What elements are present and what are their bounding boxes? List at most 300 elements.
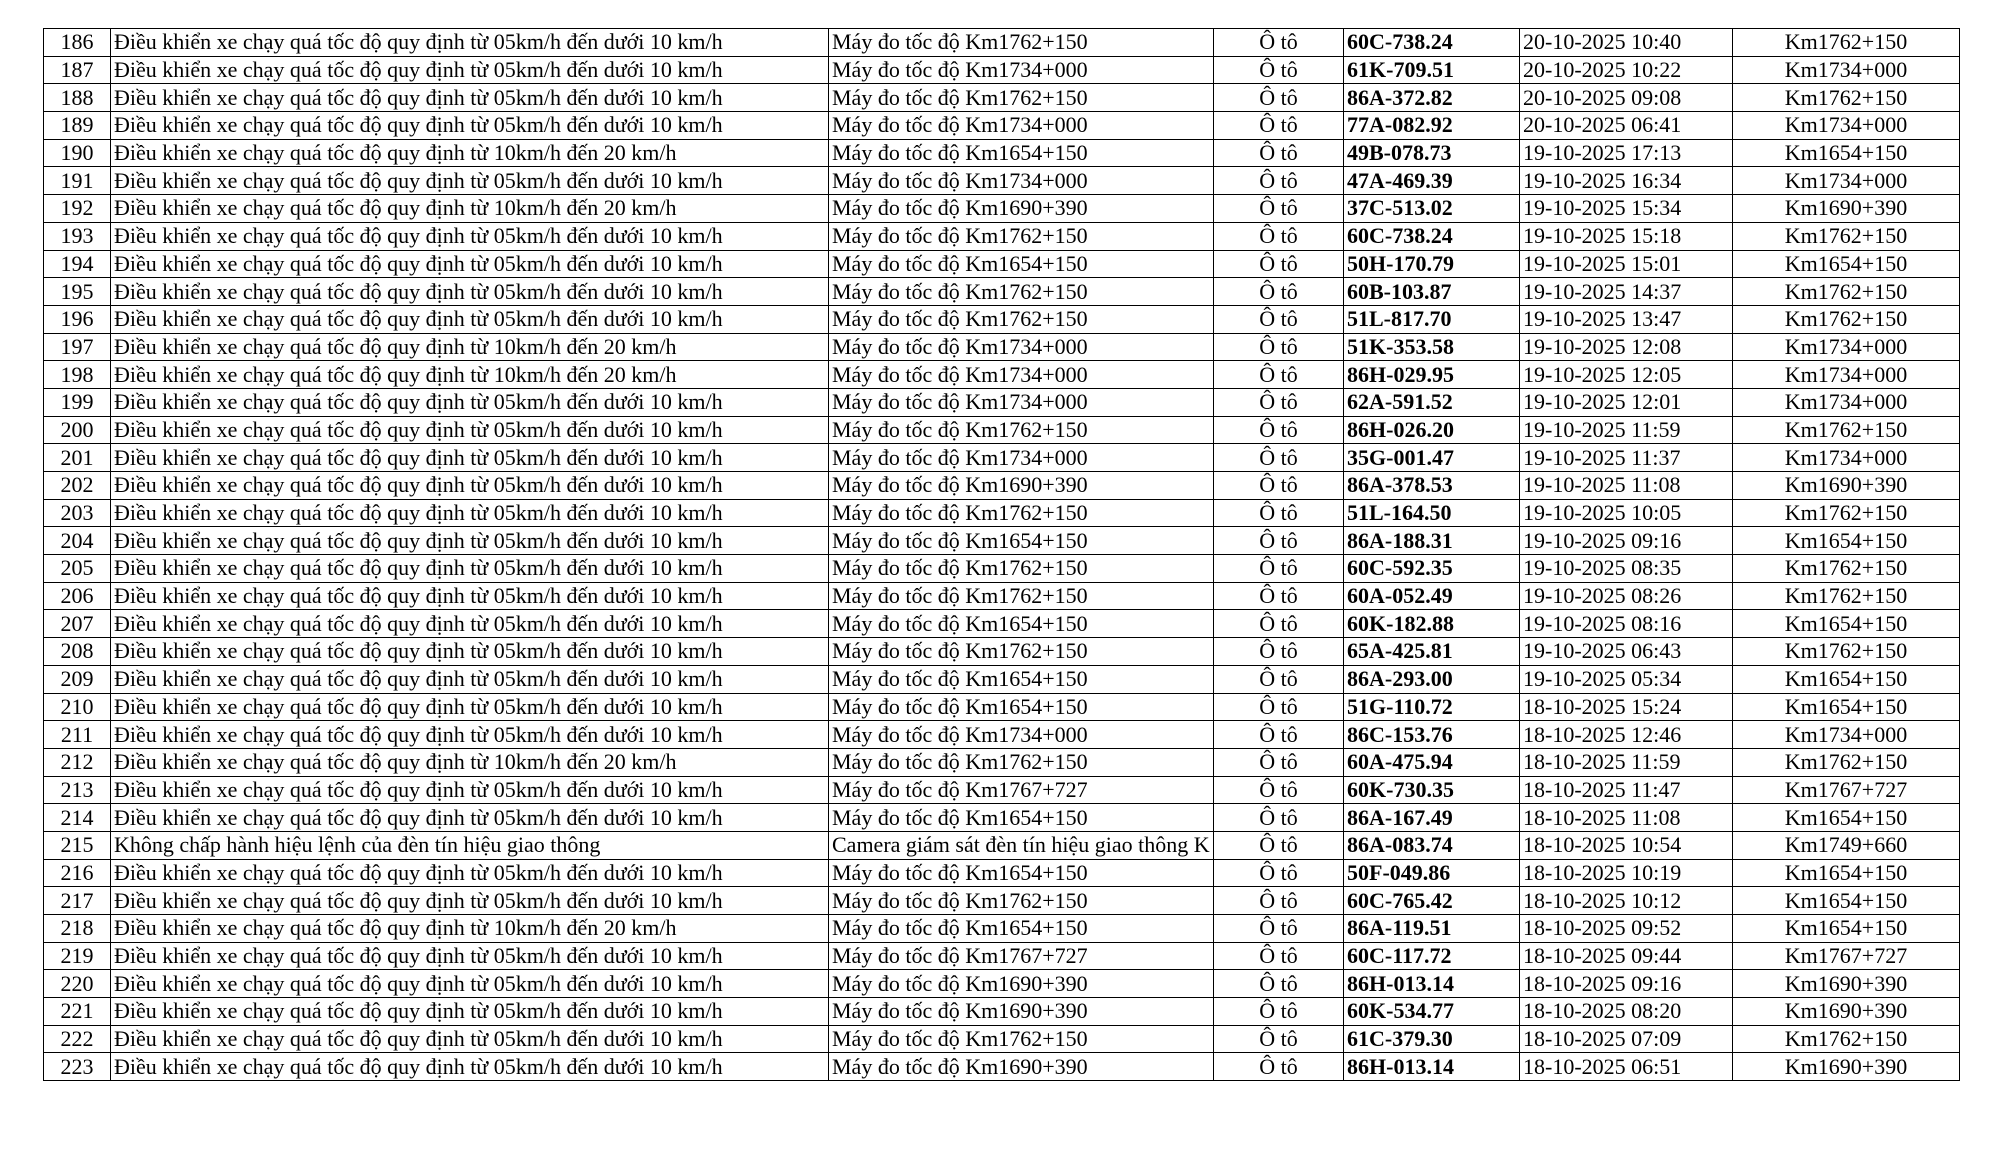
violation-cell: Điều khiển xe chạy quá tốc độ quy định từ 05km/h đến dưới 10 km/h bbox=[111, 887, 829, 915]
table-row bbox=[44, 582, 1960, 610]
location-cell: Km1734+000 bbox=[1733, 721, 1960, 749]
plate-cell: 86A-188.31 bbox=[1344, 527, 1520, 555]
plate-cell: 86H-029.95 bbox=[1344, 361, 1520, 389]
device-cell: Máy đo tốc độ Km1762+150 bbox=[829, 305, 1214, 333]
row-number: 211 bbox=[44, 721, 111, 749]
row-number: 193 bbox=[44, 222, 111, 250]
location-cell: Km1749+660 bbox=[1733, 831, 1960, 859]
device-cell: Máy đo tốc độ Km1734+000 bbox=[829, 112, 1214, 140]
violation-cell: Điều khiển xe chạy quá tốc độ quy định từ 05km/h đến dưới 10 km/h bbox=[111, 444, 829, 472]
table-row bbox=[44, 942, 1960, 970]
row-number: 223 bbox=[44, 1053, 111, 1081]
violation-cell: Không chấp hành hiệu lệnh của đèn tín hiệu giao thông bbox=[111, 831, 829, 859]
location-cell: Km1762+150 bbox=[1733, 84, 1960, 112]
table-row bbox=[44, 859, 1960, 887]
device-cell: Máy đo tốc độ Km1762+150 bbox=[829, 582, 1214, 610]
device-cell: Máy đo tốc độ Km1654+150 bbox=[829, 915, 1214, 943]
violation-cell: Điều khiển xe chạy quá tốc độ quy định từ 05km/h đến dưới 10 km/h bbox=[111, 388, 829, 416]
row-number: 194 bbox=[44, 250, 111, 278]
vehicle-type-cell: Ô tô bbox=[1214, 859, 1344, 887]
row-number: 191 bbox=[44, 167, 111, 195]
vehicle-type-cell: Ô tô bbox=[1214, 915, 1344, 943]
timestamp-cell: 18-10-2025 09:16 bbox=[1520, 970, 1733, 998]
table-row bbox=[44, 915, 1960, 943]
table-row bbox=[44, 555, 1960, 583]
table-row bbox=[44, 416, 1960, 444]
table-row bbox=[44, 29, 1960, 57]
violation-cell: Điều khiển xe chạy quá tốc độ quy định từ 05km/h đến dưới 10 km/h bbox=[111, 56, 829, 84]
timestamp-cell: 18-10-2025 11:47 bbox=[1520, 776, 1733, 804]
location-cell: Km1762+150 bbox=[1733, 555, 1960, 583]
plate-cell: 51L-817.70 bbox=[1344, 305, 1520, 333]
vehicle-type-cell: Ô tô bbox=[1214, 416, 1344, 444]
timestamp-cell: 19-10-2025 11:08 bbox=[1520, 472, 1733, 500]
location-cell: Km1654+150 bbox=[1733, 250, 1960, 278]
device-cell: Máy đo tốc độ Km1767+727 bbox=[829, 942, 1214, 970]
plate-cell: 51G-110.72 bbox=[1344, 693, 1520, 721]
table-row bbox=[44, 222, 1960, 250]
table-row bbox=[44, 970, 1960, 998]
table-row bbox=[44, 665, 1960, 693]
location-cell: Km1654+150 bbox=[1733, 887, 1960, 915]
row-number: 195 bbox=[44, 278, 111, 306]
device-cell: Máy đo tốc độ Km1762+150 bbox=[829, 887, 1214, 915]
timestamp-cell: 18-10-2025 07:09 bbox=[1520, 1025, 1733, 1053]
vehicle-type-cell: Ô tô bbox=[1214, 139, 1344, 167]
location-cell: Km1734+000 bbox=[1733, 167, 1960, 195]
device-cell: Máy đo tốc độ Km1762+150 bbox=[829, 638, 1214, 666]
table-row bbox=[44, 250, 1960, 278]
device-cell: Máy đo tốc độ Km1762+150 bbox=[829, 1025, 1214, 1053]
row-number: 208 bbox=[44, 638, 111, 666]
location-cell: Km1762+150 bbox=[1733, 638, 1960, 666]
location-cell: Km1767+727 bbox=[1733, 942, 1960, 970]
device-cell: Máy đo tốc độ Km1690+390 bbox=[829, 1053, 1214, 1081]
timestamp-cell: 19-10-2025 15:18 bbox=[1520, 222, 1733, 250]
plate-cell: 86A-119.51 bbox=[1344, 915, 1520, 943]
violation-cell: Điều khiển xe chạy quá tốc độ quy định từ 10km/h đến 20 km/h bbox=[111, 748, 829, 776]
device-cell: Máy đo tốc độ Km1654+150 bbox=[829, 665, 1214, 693]
location-cell: Km1654+150 bbox=[1733, 859, 1960, 887]
plate-cell: 62A-591.52 bbox=[1344, 388, 1520, 416]
device-cell: Máy đo tốc độ Km1734+000 bbox=[829, 167, 1214, 195]
violation-cell: Điều khiển xe chạy quá tốc độ quy định từ 05km/h đến dưới 10 km/h bbox=[111, 1053, 829, 1081]
vehicle-type-cell: Ô tô bbox=[1214, 222, 1344, 250]
table-row bbox=[44, 776, 1960, 804]
table-row bbox=[44, 84, 1960, 112]
row-number: 197 bbox=[44, 333, 111, 361]
violation-cell: Điều khiển xe chạy quá tốc độ quy định từ 05km/h đến dưới 10 km/h bbox=[111, 582, 829, 610]
device-cell: Máy đo tốc độ Km1690+390 bbox=[829, 472, 1214, 500]
plate-cell: 86C-153.76 bbox=[1344, 721, 1520, 749]
table-row bbox=[44, 638, 1960, 666]
timestamp-cell: 19-10-2025 16:34 bbox=[1520, 167, 1733, 195]
violations-table bbox=[43, 28, 1960, 1081]
device-cell: Máy đo tốc độ Km1654+150 bbox=[829, 804, 1214, 832]
row-number: 199 bbox=[44, 388, 111, 416]
table-row bbox=[44, 472, 1960, 500]
table-row bbox=[44, 804, 1960, 832]
violation-cell: Điều khiển xe chạy quá tốc độ quy định từ 05km/h đến dưới 10 km/h bbox=[111, 527, 829, 555]
plate-cell: 60K-182.88 bbox=[1344, 610, 1520, 638]
vehicle-type-cell: Ô tô bbox=[1214, 638, 1344, 666]
vehicle-type-cell: Ô tô bbox=[1214, 278, 1344, 306]
location-cell: Km1767+727 bbox=[1733, 776, 1960, 804]
timestamp-cell: 18-10-2025 10:12 bbox=[1520, 887, 1733, 915]
device-cell: Máy đo tốc độ Km1734+000 bbox=[829, 444, 1214, 472]
row-number: 218 bbox=[44, 915, 111, 943]
location-cell: Km1654+150 bbox=[1733, 693, 1960, 721]
row-number: 198 bbox=[44, 361, 111, 389]
vehicle-type-cell: Ô tô bbox=[1214, 444, 1344, 472]
timestamp-cell: 19-10-2025 17:13 bbox=[1520, 139, 1733, 167]
plate-cell: 60C-117.72 bbox=[1344, 942, 1520, 970]
timestamp-cell: 19-10-2025 08:16 bbox=[1520, 610, 1733, 638]
violation-cell: Điều khiển xe chạy quá tốc độ quy định từ 05km/h đến dưới 10 km/h bbox=[111, 721, 829, 749]
location-cell: Km1762+150 bbox=[1733, 1025, 1960, 1053]
timestamp-cell: 19-10-2025 12:05 bbox=[1520, 361, 1733, 389]
row-number: 213 bbox=[44, 776, 111, 804]
device-cell: Máy đo tốc độ Km1767+727 bbox=[829, 776, 1214, 804]
table-row bbox=[44, 195, 1960, 223]
timestamp-cell: 19-10-2025 10:05 bbox=[1520, 499, 1733, 527]
plate-cell: 86A-378.53 bbox=[1344, 472, 1520, 500]
location-cell: Km1690+390 bbox=[1733, 195, 1960, 223]
vehicle-type-cell: Ô tô bbox=[1214, 472, 1344, 500]
violation-cell: Điều khiển xe chạy quá tốc độ quy định từ 05km/h đến dưới 10 km/h bbox=[111, 29, 829, 57]
plate-cell: 47A-469.39 bbox=[1344, 167, 1520, 195]
violation-cell: Điều khiển xe chạy quá tốc độ quy định từ 05km/h đến dưới 10 km/h bbox=[111, 84, 829, 112]
timestamp-cell: 18-10-2025 09:44 bbox=[1520, 942, 1733, 970]
vehicle-type-cell: Ô tô bbox=[1214, 776, 1344, 804]
location-cell: Km1654+150 bbox=[1733, 915, 1960, 943]
timestamp-cell: 19-10-2025 05:34 bbox=[1520, 665, 1733, 693]
vehicle-type-cell: Ô tô bbox=[1214, 582, 1344, 610]
vehicle-type-cell: Ô tô bbox=[1214, 970, 1344, 998]
violation-cell: Điều khiển xe chạy quá tốc độ quy định từ 05km/h đến dưới 10 km/h bbox=[111, 222, 829, 250]
violation-cell: Điều khiển xe chạy quá tốc độ quy định từ 05km/h đến dưới 10 km/h bbox=[111, 665, 829, 693]
plate-cell: 60A-052.49 bbox=[1344, 582, 1520, 610]
plate-cell: 60C-765.42 bbox=[1344, 887, 1520, 915]
timestamp-cell: 19-10-2025 12:01 bbox=[1520, 388, 1733, 416]
vehicle-type-cell: Ô tô bbox=[1214, 167, 1344, 195]
row-number: 186 bbox=[44, 29, 111, 57]
plate-cell: 77A-082.92 bbox=[1344, 112, 1520, 140]
vehicle-type-cell: Ô tô bbox=[1214, 804, 1344, 832]
violation-cell: Điều khiển xe chạy quá tốc độ quy định từ 05km/h đến dưới 10 km/h bbox=[111, 472, 829, 500]
location-cell: Km1762+150 bbox=[1733, 29, 1960, 57]
row-number: 220 bbox=[44, 970, 111, 998]
row-number: 188 bbox=[44, 84, 111, 112]
device-cell: Máy đo tốc độ Km1762+150 bbox=[829, 416, 1214, 444]
row-number: 205 bbox=[44, 555, 111, 583]
row-number: 190 bbox=[44, 139, 111, 167]
violation-cell: Điều khiển xe chạy quá tốc độ quy định từ 10km/h đến 20 km/h bbox=[111, 333, 829, 361]
row-number: 201 bbox=[44, 444, 111, 472]
device-cell: Máy đo tốc độ Km1762+150 bbox=[829, 278, 1214, 306]
vehicle-type-cell: Ô tô bbox=[1214, 305, 1344, 333]
violation-cell: Điều khiển xe chạy quá tốc độ quy định từ 05km/h đến dưới 10 km/h bbox=[111, 998, 829, 1026]
location-cell: Km1734+000 bbox=[1733, 444, 1960, 472]
timestamp-cell: 19-10-2025 11:37 bbox=[1520, 444, 1733, 472]
table-row bbox=[44, 499, 1960, 527]
plate-cell: 60K-730.35 bbox=[1344, 776, 1520, 804]
plate-cell: 60K-534.77 bbox=[1344, 998, 1520, 1026]
row-number: 202 bbox=[44, 472, 111, 500]
row-number: 192 bbox=[44, 195, 111, 223]
vehicle-type-cell: Ô tô bbox=[1214, 665, 1344, 693]
table-row bbox=[44, 139, 1960, 167]
device-cell: Máy đo tốc độ Km1654+150 bbox=[829, 610, 1214, 638]
vehicle-type-cell: Ô tô bbox=[1214, 1025, 1344, 1053]
timestamp-cell: 18-10-2025 10:54 bbox=[1520, 831, 1733, 859]
violation-cell: Điều khiển xe chạy quá tốc độ quy định từ 05km/h đến dưới 10 km/h bbox=[111, 250, 829, 278]
table-row bbox=[44, 748, 1960, 776]
device-cell: Máy đo tốc độ Km1734+000 bbox=[829, 388, 1214, 416]
device-cell: Máy đo tốc độ Km1762+150 bbox=[829, 748, 1214, 776]
plate-cell: 60A-475.94 bbox=[1344, 748, 1520, 776]
device-cell: Máy đo tốc độ Km1654+150 bbox=[829, 859, 1214, 887]
plate-cell: 35G-001.47 bbox=[1344, 444, 1520, 472]
plate-cell: 86A-083.74 bbox=[1344, 831, 1520, 859]
violation-cell: Điều khiển xe chạy quá tốc độ quy định từ 05km/h đến dưới 10 km/h bbox=[111, 970, 829, 998]
location-cell: Km1654+150 bbox=[1733, 527, 1960, 555]
plate-cell: 49B-078.73 bbox=[1344, 139, 1520, 167]
violation-cell: Điều khiển xe chạy quá tốc độ quy định từ 05km/h đến dưới 10 km/h bbox=[111, 555, 829, 583]
timestamp-cell: 18-10-2025 12:46 bbox=[1520, 721, 1733, 749]
table-row bbox=[44, 998, 1960, 1026]
location-cell: Km1762+150 bbox=[1733, 416, 1960, 444]
timestamp-cell: 18-10-2025 06:51 bbox=[1520, 1053, 1733, 1081]
table-row bbox=[44, 831, 1960, 859]
timestamp-cell: 19-10-2025 08:26 bbox=[1520, 582, 1733, 610]
device-cell: Máy đo tốc độ Km1734+000 bbox=[829, 361, 1214, 389]
table-row bbox=[44, 721, 1960, 749]
table-row bbox=[44, 693, 1960, 721]
table-row bbox=[44, 305, 1960, 333]
vehicle-type-cell: Ô tô bbox=[1214, 887, 1344, 915]
timestamp-cell: 19-10-2025 15:34 bbox=[1520, 195, 1733, 223]
table-row bbox=[44, 527, 1960, 555]
vehicle-type-cell: Ô tô bbox=[1214, 942, 1344, 970]
vehicle-type-cell: Ô tô bbox=[1214, 748, 1344, 776]
location-cell: Km1654+150 bbox=[1733, 665, 1960, 693]
timestamp-cell: 19-10-2025 09:16 bbox=[1520, 527, 1733, 555]
row-number: 189 bbox=[44, 112, 111, 140]
plate-cell: 61K-709.51 bbox=[1344, 56, 1520, 84]
violation-cell: Điều khiển xe chạy quá tốc độ quy định từ 10km/h đến 20 km/h bbox=[111, 195, 829, 223]
location-cell: Km1734+000 bbox=[1733, 56, 1960, 84]
device-cell: Camera giám sát đèn tín hiệu giao thông K bbox=[829, 831, 1214, 859]
violation-cell: Điều khiển xe chạy quá tốc độ quy định từ 05km/h đến dưới 10 km/h bbox=[111, 167, 829, 195]
row-number: 209 bbox=[44, 665, 111, 693]
timestamp-cell: 18-10-2025 10:19 bbox=[1520, 859, 1733, 887]
vehicle-type-cell: Ô tô bbox=[1214, 527, 1344, 555]
device-cell: Máy đo tốc độ Km1654+150 bbox=[829, 250, 1214, 278]
location-cell: Km1762+150 bbox=[1733, 305, 1960, 333]
location-cell: Km1762+150 bbox=[1733, 222, 1960, 250]
row-number: 221 bbox=[44, 998, 111, 1026]
timestamp-cell: 18-10-2025 15:24 bbox=[1520, 693, 1733, 721]
vehicle-type-cell: Ô tô bbox=[1214, 250, 1344, 278]
timestamp-cell: 20-10-2025 10:40 bbox=[1520, 29, 1733, 57]
row-number: 215 bbox=[44, 831, 111, 859]
timestamp-cell: 18-10-2025 08:20 bbox=[1520, 998, 1733, 1026]
timestamp-cell: 20-10-2025 10:22 bbox=[1520, 56, 1733, 84]
violation-cell: Điều khiển xe chạy quá tốc độ quy định từ 05km/h đến dưới 10 km/h bbox=[111, 610, 829, 638]
violation-cell: Điều khiển xe chạy quá tốc độ quy định từ 05km/h đến dưới 10 km/h bbox=[111, 804, 829, 832]
vehicle-type-cell: Ô tô bbox=[1214, 84, 1344, 112]
location-cell: Km1654+150 bbox=[1733, 139, 1960, 167]
violation-cell: Điều khiển xe chạy quá tốc độ quy định từ 05km/h đến dưới 10 km/h bbox=[111, 499, 829, 527]
row-number: 217 bbox=[44, 887, 111, 915]
device-cell: Máy đo tốc độ Km1654+150 bbox=[829, 527, 1214, 555]
plate-cell: 60B-103.87 bbox=[1344, 278, 1520, 306]
table-row bbox=[44, 56, 1960, 84]
timestamp-cell: 19-10-2025 11:59 bbox=[1520, 416, 1733, 444]
vehicle-type-cell: Ô tô bbox=[1214, 56, 1344, 84]
plate-cell: 60C-592.35 bbox=[1344, 555, 1520, 583]
vehicle-type-cell: Ô tô bbox=[1214, 29, 1344, 57]
device-cell: Máy đo tốc độ Km1690+390 bbox=[829, 998, 1214, 1026]
table-row bbox=[44, 167, 1960, 195]
timestamp-cell: 20-10-2025 06:41 bbox=[1520, 112, 1733, 140]
location-cell: Km1690+390 bbox=[1733, 970, 1960, 998]
location-cell: Km1690+390 bbox=[1733, 472, 1960, 500]
vehicle-type-cell: Ô tô bbox=[1214, 361, 1344, 389]
table-row bbox=[44, 444, 1960, 472]
device-cell: Máy đo tốc độ Km1734+000 bbox=[829, 721, 1214, 749]
timestamp-cell: 18-10-2025 09:52 bbox=[1520, 915, 1733, 943]
timestamp-cell: 20-10-2025 09:08 bbox=[1520, 84, 1733, 112]
device-cell: Máy đo tốc độ Km1762+150 bbox=[829, 222, 1214, 250]
vehicle-type-cell: Ô tô bbox=[1214, 721, 1344, 749]
violation-cell: Điều khiển xe chạy quá tốc độ quy định từ 05km/h đến dưới 10 km/h bbox=[111, 278, 829, 306]
row-number: 196 bbox=[44, 305, 111, 333]
timestamp-cell: 19-10-2025 12:08 bbox=[1520, 333, 1733, 361]
violation-cell: Điều khiển xe chạy quá tốc độ quy định từ 05km/h đến dưới 10 km/h bbox=[111, 859, 829, 887]
location-cell: Km1690+390 bbox=[1733, 1053, 1960, 1081]
violation-cell: Điều khiển xe chạy quá tốc độ quy định từ 05km/h đến dưới 10 km/h bbox=[111, 942, 829, 970]
row-number: 203 bbox=[44, 499, 111, 527]
plate-cell: 60C-738.24 bbox=[1344, 29, 1520, 57]
plate-cell: 50H-170.79 bbox=[1344, 250, 1520, 278]
violation-cell: Điều khiển xe chạy quá tốc độ quy định từ 10km/h đến 20 km/h bbox=[111, 139, 829, 167]
vehicle-type-cell: Ô tô bbox=[1214, 112, 1344, 140]
timestamp-cell: 19-10-2025 15:01 bbox=[1520, 250, 1733, 278]
vehicle-type-cell: Ô tô bbox=[1214, 555, 1344, 583]
vehicle-type-cell: Ô tô bbox=[1214, 388, 1344, 416]
device-cell: Máy đo tốc độ Km1654+150 bbox=[829, 139, 1214, 167]
row-number: 204 bbox=[44, 527, 111, 555]
timestamp-cell: 19-10-2025 13:47 bbox=[1520, 305, 1733, 333]
plate-cell: 60C-738.24 bbox=[1344, 222, 1520, 250]
row-number: 210 bbox=[44, 693, 111, 721]
location-cell: Km1734+000 bbox=[1733, 112, 1960, 140]
table-row bbox=[44, 388, 1960, 416]
row-number: 214 bbox=[44, 804, 111, 832]
vehicle-type-cell: Ô tô bbox=[1214, 499, 1344, 527]
table-row bbox=[44, 333, 1960, 361]
plate-cell: 51K-353.58 bbox=[1344, 333, 1520, 361]
location-cell: Km1762+150 bbox=[1733, 278, 1960, 306]
vehicle-type-cell: Ô tô bbox=[1214, 1053, 1344, 1081]
vehicle-type-cell: Ô tô bbox=[1214, 998, 1344, 1026]
device-cell: Máy đo tốc độ Km1654+150 bbox=[829, 693, 1214, 721]
table-row bbox=[44, 1025, 1960, 1053]
location-cell: Km1762+150 bbox=[1733, 582, 1960, 610]
location-cell: Km1654+150 bbox=[1733, 610, 1960, 638]
timestamp-cell: 19-10-2025 14:37 bbox=[1520, 278, 1733, 306]
device-cell: Máy đo tốc độ Km1690+390 bbox=[829, 970, 1214, 998]
plate-cell: 65A-425.81 bbox=[1344, 638, 1520, 666]
plate-cell: 51L-164.50 bbox=[1344, 499, 1520, 527]
plate-cell: 86H-013.14 bbox=[1344, 970, 1520, 998]
violation-cell: Điều khiển xe chạy quá tốc độ quy định từ 05km/h đến dưới 10 km/h bbox=[111, 416, 829, 444]
plate-cell: 37C-513.02 bbox=[1344, 195, 1520, 223]
timestamp-cell: 18-10-2025 11:59 bbox=[1520, 748, 1733, 776]
table-body bbox=[44, 29, 1960, 1081]
device-cell: Máy đo tốc độ Km1734+000 bbox=[829, 333, 1214, 361]
violation-cell: Điều khiển xe chạy quá tốc độ quy định từ 05km/h đến dưới 10 km/h bbox=[111, 776, 829, 804]
table-row bbox=[44, 278, 1960, 306]
row-number: 216 bbox=[44, 859, 111, 887]
plate-cell: 86A-167.49 bbox=[1344, 804, 1520, 832]
plate-cell: 86A-372.82 bbox=[1344, 84, 1520, 112]
table-row bbox=[44, 1053, 1960, 1081]
vehicle-type-cell: Ô tô bbox=[1214, 693, 1344, 721]
violation-cell: Điều khiển xe chạy quá tốc độ quy định từ 05km/h đến dưới 10 km/h bbox=[111, 1025, 829, 1053]
vehicle-type-cell: Ô tô bbox=[1214, 333, 1344, 361]
device-cell: Máy đo tốc độ Km1762+150 bbox=[829, 29, 1214, 57]
row-number: 219 bbox=[44, 942, 111, 970]
location-cell: Km1654+150 bbox=[1733, 804, 1960, 832]
row-number: 207 bbox=[44, 610, 111, 638]
vehicle-type-cell: Ô tô bbox=[1214, 831, 1344, 859]
table-row bbox=[44, 361, 1960, 389]
row-number: 206 bbox=[44, 582, 111, 610]
device-cell: Máy đo tốc độ Km1762+150 bbox=[829, 555, 1214, 583]
violation-cell: Điều khiển xe chạy quá tốc độ quy định từ 05km/h đến dưới 10 km/h bbox=[111, 112, 829, 140]
table-row bbox=[44, 610, 1960, 638]
location-cell: Km1690+390 bbox=[1733, 998, 1960, 1026]
location-cell: Km1762+150 bbox=[1733, 499, 1960, 527]
vehicle-type-cell: Ô tô bbox=[1214, 195, 1344, 223]
row-number: 187 bbox=[44, 56, 111, 84]
violation-cell: Điều khiển xe chạy quá tốc độ quy định từ 05km/h đến dưới 10 km/h bbox=[111, 638, 829, 666]
table-row bbox=[44, 112, 1960, 140]
plate-cell: 86H-013.14 bbox=[1344, 1053, 1520, 1081]
location-cell: Km1762+150 bbox=[1733, 748, 1960, 776]
timestamp-cell: 18-10-2025 11:08 bbox=[1520, 804, 1733, 832]
table-row bbox=[44, 887, 1960, 915]
location-cell: Km1734+000 bbox=[1733, 388, 1960, 416]
device-cell: Máy đo tốc độ Km1690+390 bbox=[829, 195, 1214, 223]
location-cell: Km1734+000 bbox=[1733, 361, 1960, 389]
timestamp-cell: 19-10-2025 08:35 bbox=[1520, 555, 1733, 583]
row-number: 200 bbox=[44, 416, 111, 444]
violation-cell: Điều khiển xe chạy quá tốc độ quy định từ 05km/h đến dưới 10 km/h bbox=[111, 693, 829, 721]
plate-cell: 86H-026.20 bbox=[1344, 416, 1520, 444]
device-cell: Máy đo tốc độ Km1734+000 bbox=[829, 56, 1214, 84]
row-number: 222 bbox=[44, 1025, 111, 1053]
plate-cell: 86A-293.00 bbox=[1344, 665, 1520, 693]
row-number: 212 bbox=[44, 748, 111, 776]
device-cell: Máy đo tốc độ Km1762+150 bbox=[829, 499, 1214, 527]
plate-cell: 50F-049.86 bbox=[1344, 859, 1520, 887]
violation-cell: Điều khiển xe chạy quá tốc độ quy định từ 10km/h đến 20 km/h bbox=[111, 915, 829, 943]
location-cell: Km1734+000 bbox=[1733, 333, 1960, 361]
